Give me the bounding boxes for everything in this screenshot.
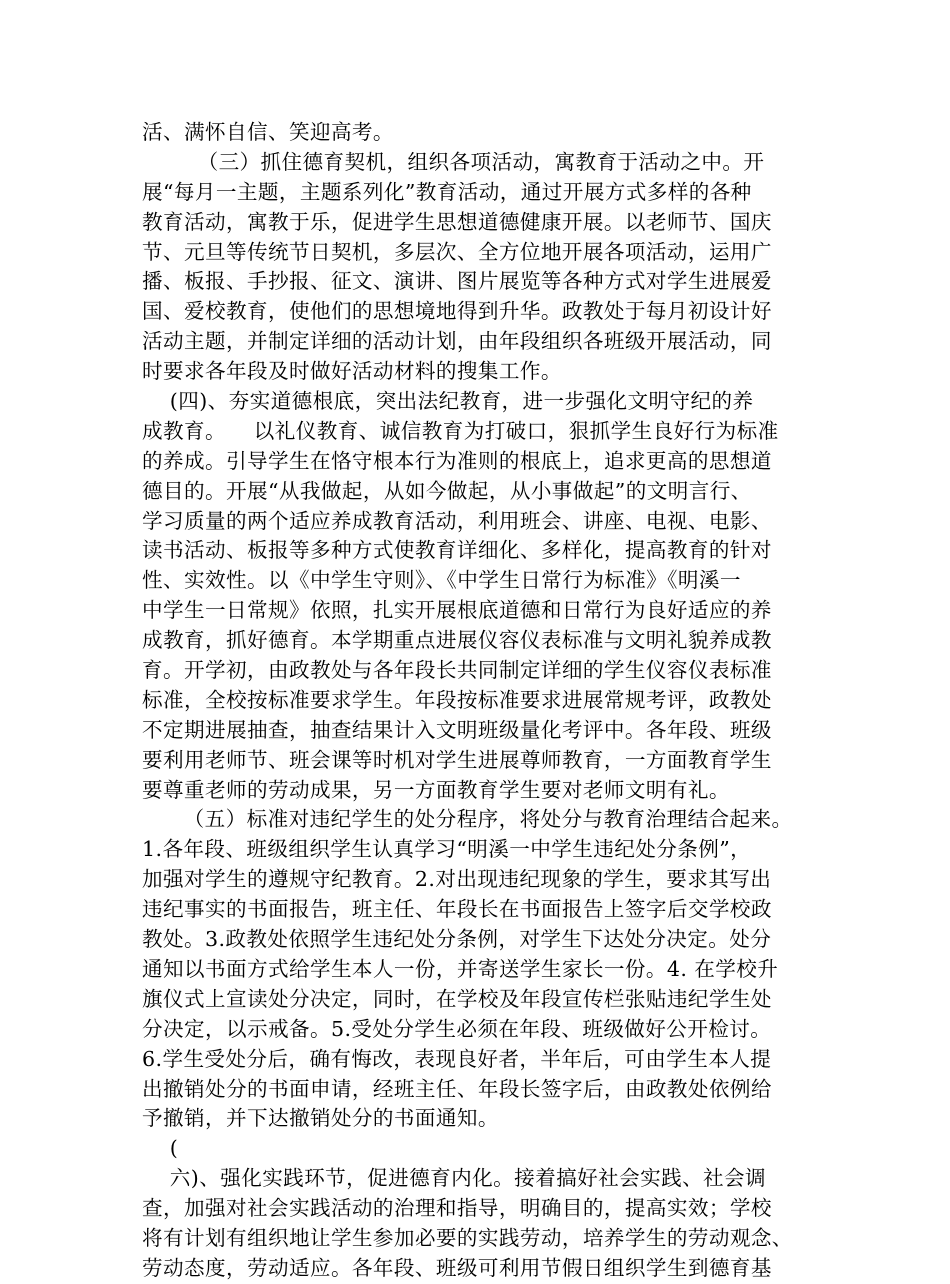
text-line: 旗仪式上宣读处分决定，同时，在学校及年段宣传栏张贴违纪学生处	[142, 986, 772, 1011]
text-line: （五）标准对违纪学生的处分程序，将处分与教育治理结合起来。	[142, 807, 793, 832]
text-line: 性、实效性。以《中学生守则》、《中学生日常行为标准》《明溪一	[142, 568, 741, 593]
body-text	[142, 118, 822, 1284]
text-line: 教育活动，寓教于乐，促进学生思想道德健康开展。以老师节、国庆	[142, 209, 772, 234]
text-line: 标准，全校按标准要求学生。年段按标准要求进展常规考评，政教处	[142, 687, 772, 712]
text-line: 的养成。引导学生在恪守根本行为准则的根底上，追求更高的思想道	[142, 448, 772, 473]
text-line: 成教育，抓好德育。本学期重点进展仪容仪表标准与文明礼貌养成教	[142, 628, 772, 653]
text-line: 加强对学生的遵规守纪教育。2.对出现违纪现象的学生，要求其写出	[142, 867, 772, 892]
text-line: 育。开学初，由政教处与各年段长共同制定详细的学生仪容仪表标准	[142, 658, 772, 683]
text-line: 成教育。 以礼仪教育、诚信教育为打破口，狠抓学生良好行为标准	[142, 418, 779, 443]
text-line: 学习质量的两个适应养成教育活动，利用班会、讲座、电视、电影、	[142, 508, 772, 533]
text-line: (四)、夯实道德根底，突出法纪教育，进一步强化文明守纪的养	[142, 389, 754, 414]
text-line: 六)、强化实践环节，促进德育内化。接着搞好社会实践、社会调	[142, 1166, 767, 1191]
text-line: 1.各年段、班级组织学生认真学习“明溪一中学生违纪处分条例”，	[142, 837, 752, 862]
text-line: 展“每月一主题，主题系列化”教育活动，通过开展方式多样的各种	[142, 179, 752, 204]
text-line: 节、元旦等传统节日契机，多层次、全方位地开展各项活动，运用广	[142, 239, 772, 264]
text-line: 要尊重老师的劳动成果，另一方面教育学生要对老师文明有礼。	[142, 777, 730, 802]
text-line: （三）抓住德育契机，组织各项活动，寓教育于活动之中。开	[142, 149, 765, 174]
text-line: 国、爱校教育，使他们的思想境地得到升华。政教处于每月初设计好	[142, 299, 772, 324]
text-line: 通知以书面方式给学生本人一份，并寄送学生家长一份。4. 在学校升	[142, 956, 779, 981]
text-line: 查，加强对社会实践活动的治理和指导，明确目的，提高实效；学校	[142, 1196, 772, 1221]
text-line: 予撤销，并下达撤销处分的书面通知。	[142, 1106, 499, 1131]
text-line: 不定期进展抽查，抽查结果计入文明班级量化考评中。各年段、班级	[142, 717, 772, 742]
text-line: 教处。3.政教处依照学生违纪处分条例，对学生下达处分决定。处分	[142, 927, 772, 952]
text-line: 将有计划有组织地让学生参加必要的实践劳动，培养学生的劳动观念、	[142, 1225, 793, 1250]
text-line: 分决定，以示戒备。5.受处分学生必须在年段、班级做好公开检讨。	[142, 1016, 772, 1041]
text-line: 德目的。开展“从我做起，从如今做起，从小事做起”的文明言行、	[142, 478, 752, 503]
text-line: 播、板报、手抄报、征文、演讲、图片展览等各种方式对学生进展爱	[142, 269, 772, 294]
text-line: 违纪事实的书面报告，班主任、年段长在书面报告上签字后交学校政	[142, 897, 772, 922]
text-line: 活动主题，并制定详细的活动计划，由年段组织各班级开展活动，同	[142, 329, 772, 354]
text-line: 活、满怀自信、笑迎高考。	[142, 120, 394, 144]
text-line: 劳动态度，劳动适应。各年段、班级可利用节假日组织学生到德育基	[142, 1255, 772, 1280]
text-line: 读书活动、板报等多种方式使教育详细化、多样化，提高教育的针对	[142, 538, 772, 563]
text-line: (	[142, 1136, 179, 1161]
text-line: 中学生一日常规》依照，扎实开展根底道德和日常行为良好适应的养	[142, 598, 772, 623]
text-line: 出撤销处分的书面申请，经班主任、年段长签字后，由政教处依例给	[142, 1076, 772, 1101]
text-line: 时要求各年段及时做好活动材料的搜集工作。	[142, 359, 562, 384]
text-line: 要利用老师节、班会课等时机对学生进展尊师教育，一方面教育学生	[142, 747, 772, 772]
text-line: 6.学生受处分后，确有悔改，表现良好者，半年后，可由学生本人提	[142, 1046, 772, 1071]
